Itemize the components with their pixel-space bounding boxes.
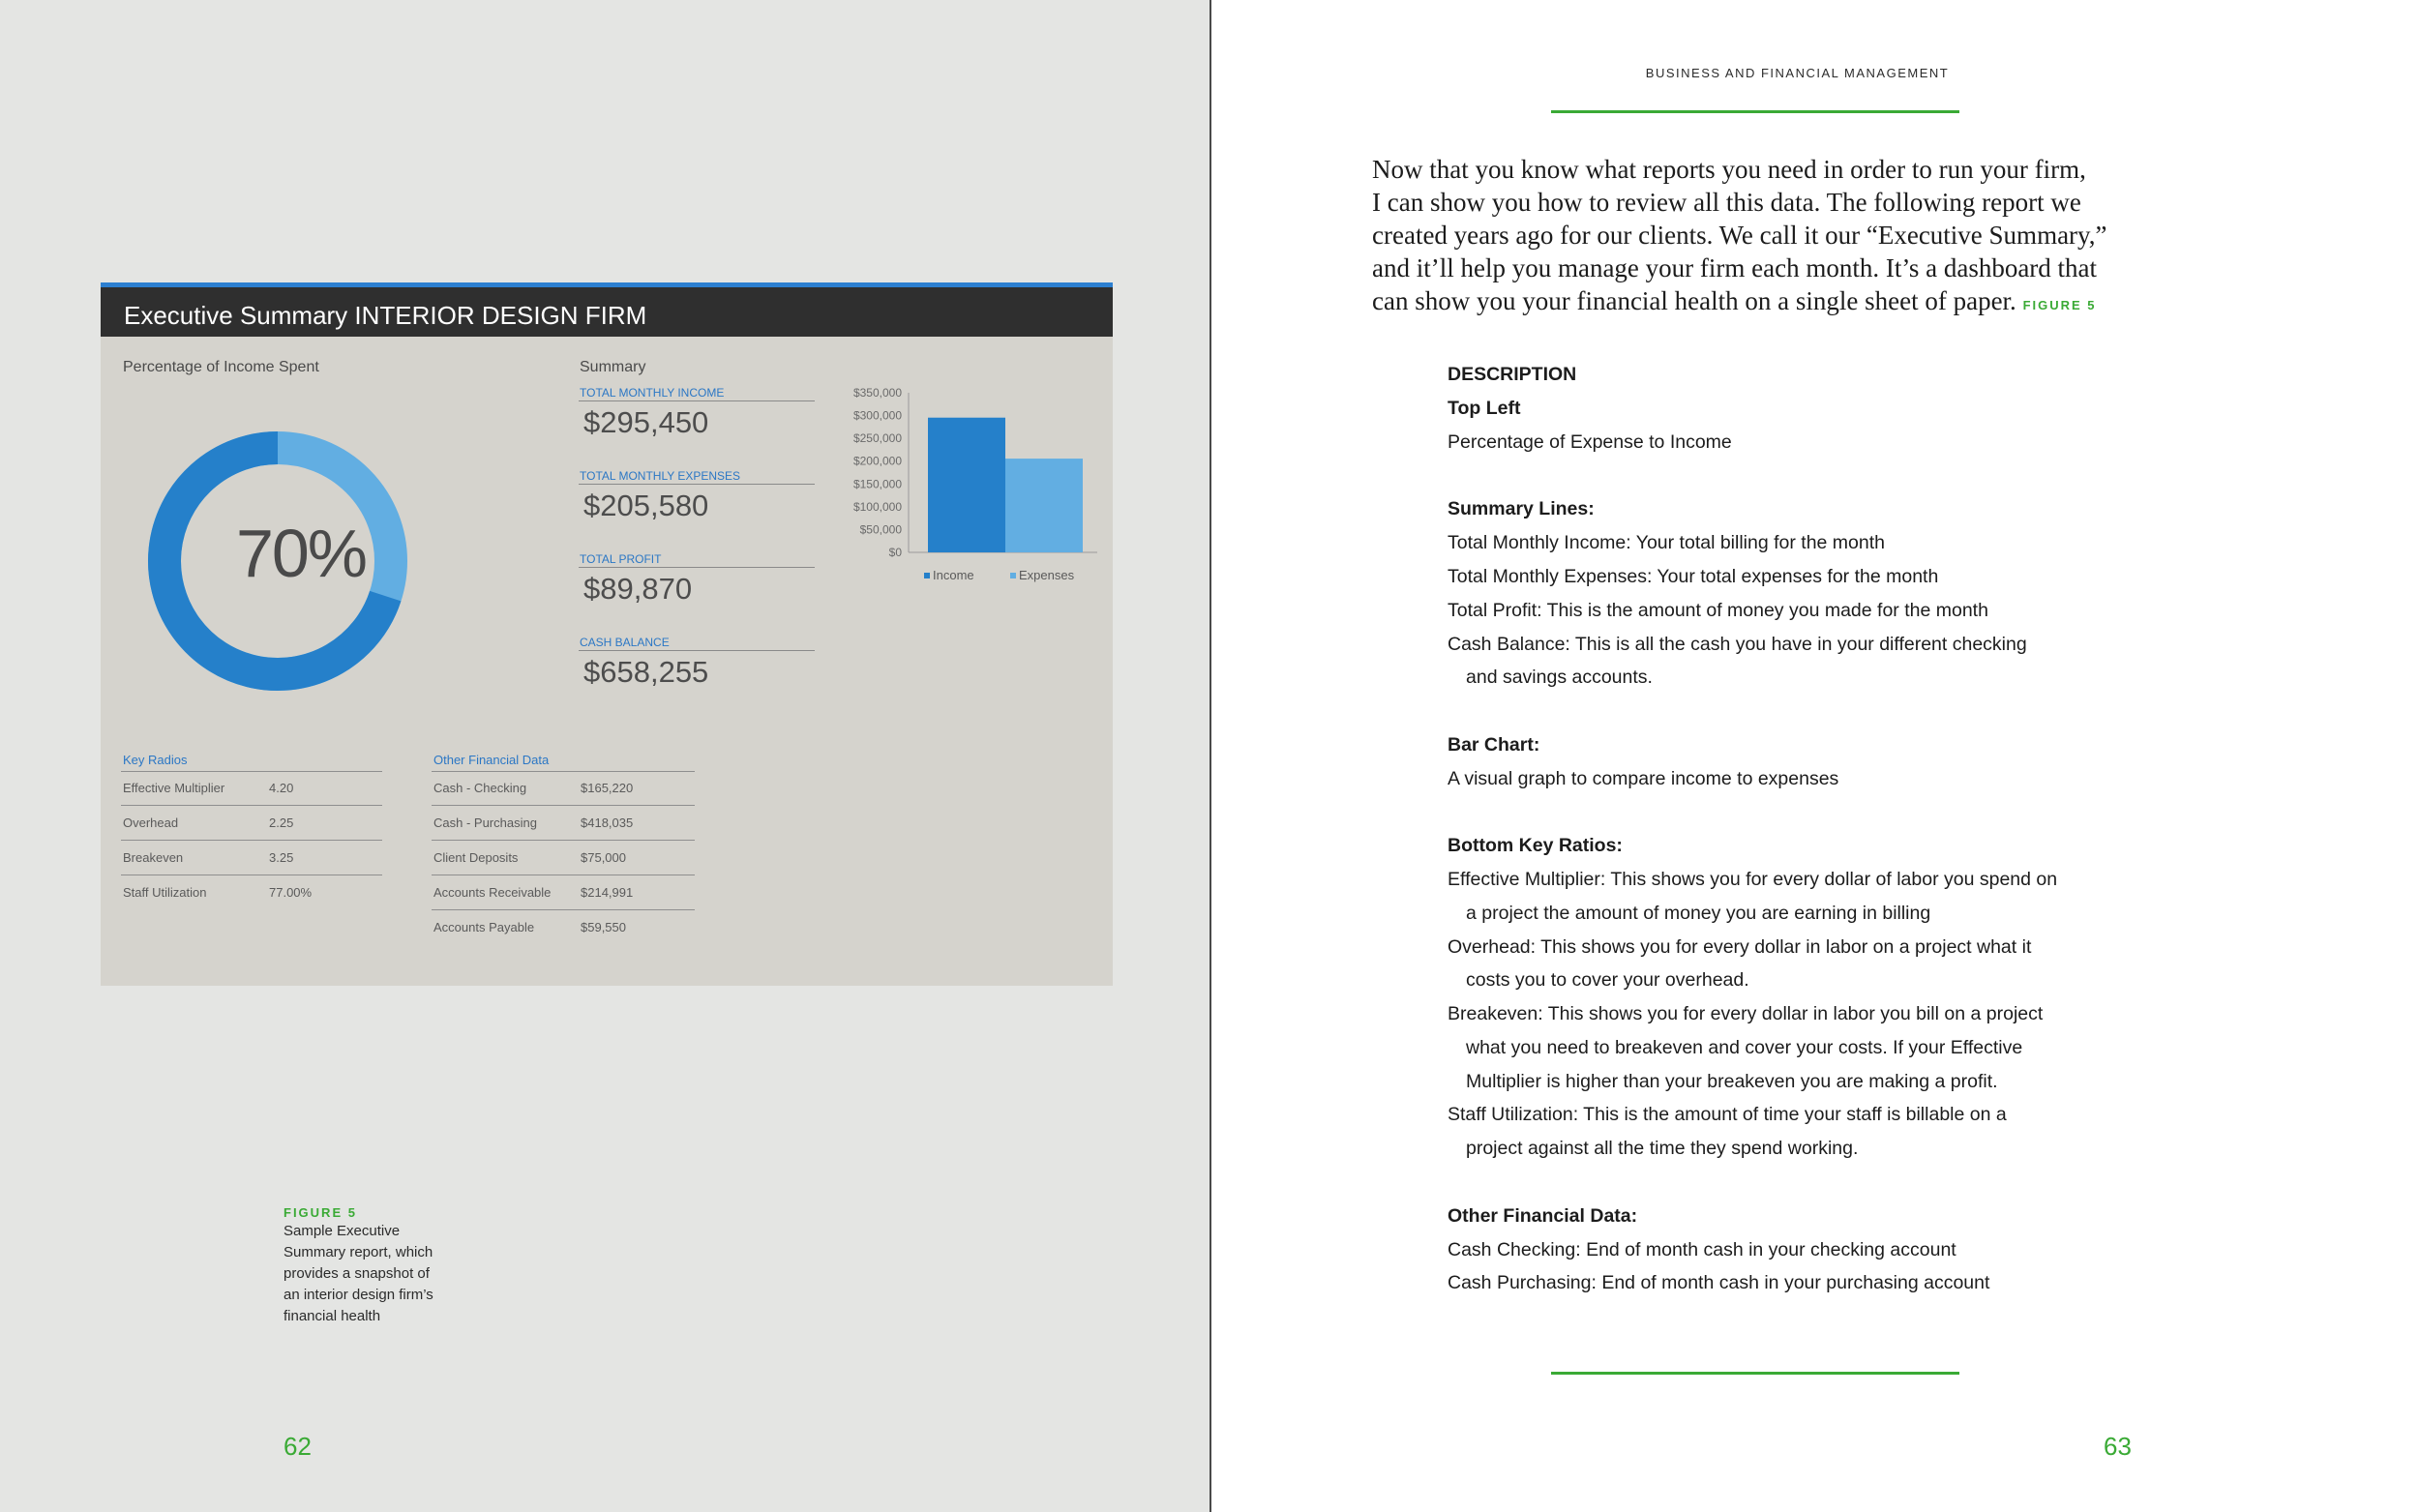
summary-value: $295,450 [583, 405, 709, 439]
legend-label: Expenses [1019, 568, 1075, 582]
table-cell-value: $75,000 [581, 850, 626, 865]
summary-rule [579, 650, 815, 651]
summary-value: $205,580 [583, 489, 709, 522]
page-number: 62 [284, 1432, 312, 1461]
figure-reference: FIGURE 5 [2022, 298, 2097, 312]
legend-label: Income [933, 568, 974, 582]
summary-rule [579, 400, 815, 401]
other-financial-heading: Other Financial Data [433, 753, 550, 767]
summary-line: Cash Balance: This is all the cash you have in your different checking [1448, 634, 2027, 655]
y-tick-label: $0 [888, 546, 902, 559]
table-cell-value: 4.20 [269, 781, 294, 795]
ratio-line: what you need to breakeven and cover your costs. If your Effective [1466, 1037, 2023, 1058]
summary-label: TOTAL MONTHLY INCOME [580, 386, 725, 400]
y-tick-label: $350,000 [852, 386, 902, 400]
table-cell-value: $59,550 [581, 920, 626, 934]
intro-line: and it’ll help you manage your firm each month. It’s a dashboard that [1372, 253, 2098, 282]
figure-caption-line: Sample Executive [284, 1223, 401, 1239]
intro-line: Now that you know what reports you need in order to run your firm, [1372, 155, 2086, 184]
y-tick-label: $150,000 [852, 477, 902, 491]
ratio-line: Overhead: This shows you for every dollar in labor on a project what it [1448, 936, 2032, 958]
dashboard-header [101, 287, 1113, 337]
table-rule [121, 840, 382, 841]
income-expense-bar-chart [817, 379, 1107, 597]
summary-lines-heading: Summary Lines: [1448, 498, 1595, 519]
summary-label: TOTAL MONTHLY EXPENSES [580, 469, 741, 483]
key-ratios-heading: Key Radios [123, 753, 188, 767]
running-head: BUSINESS AND FINANCIAL MANAGEMENT [1645, 66, 1950, 80]
table-cell-value: 77.00% [269, 885, 313, 900]
table-cell-label: Staff Utilization [123, 885, 207, 900]
table-cell-label: Cash - Purchasing [433, 815, 537, 830]
right-page [1210, 0, 2419, 1512]
figure-caption-line: provides a snapshot of [284, 1265, 430, 1282]
top-left-heading: Top Left [1448, 398, 1521, 419]
ratio-line: Multiplier is higher than your breakeven you are making a profit. [1466, 1071, 1998, 1092]
table-cell-label: Accounts Receivable [433, 885, 552, 900]
table-rule [121, 805, 382, 806]
legend-swatch [1010, 573, 1016, 578]
table-cell-value: $418,035 [581, 815, 634, 830]
summary-line: Total Profit: This is the amount of money you made for the month [1448, 600, 1988, 621]
ratio-line: Staff Utilization: This is the amount of time your staff is billable on a [1448, 1104, 2007, 1125]
key-ratios-description-heading: Bottom Key Ratios: [1448, 835, 1623, 856]
ratio-line: project against all the time they spend working. [1466, 1138, 1859, 1159]
summary-line: Total Monthly Income: Your total billing for the month [1448, 532, 1886, 553]
table-cell-value: $214,991 [581, 885, 634, 900]
summary-rule [579, 484, 815, 485]
table-cell-label: Overhead [123, 815, 179, 830]
y-tick-label: $100,000 [852, 499, 902, 514]
ratio-line: Effective Multiplier: This shows you for every dollar of labor you spend on [1448, 869, 2058, 890]
table-rule [121, 771, 382, 772]
description-heading: DESCRIPTION [1448, 364, 1577, 385]
table-cell-label: Breakeven [123, 850, 184, 865]
figure-caption-line: Summary report, which [284, 1244, 433, 1260]
summary-value: $658,255 [583, 655, 709, 689]
executive-summary-dashboard [101, 282, 1113, 986]
table-cell-value: $165,220 [581, 781, 634, 795]
table-cell-label: Accounts Payable [433, 920, 535, 934]
ratio-line: costs you to cover your overhead. [1466, 969, 1749, 991]
table-rule [432, 840, 695, 841]
page-number: 63 [2104, 1432, 2132, 1461]
table-cell-label: Effective Multiplier [123, 781, 225, 795]
intro-line: I can show you how to review all this data. The following report we [1372, 188, 2081, 217]
dashboard-title: Executive Summary INTERIOR DESIGN FIRM [124, 301, 647, 330]
bar-income [928, 418, 1005, 552]
summary-value: $89,870 [583, 572, 693, 606]
summary-heading: Summary [580, 359, 646, 375]
other-financial-line: Cash Checking: End of month cash in your checking account [1448, 1239, 1956, 1260]
figure-caption-label: FIGURE 5 [284, 1205, 357, 1220]
intro-line-last [1372, 286, 2097, 316]
donut-section-label: Percentage of Income Spent [123, 359, 319, 375]
other-financial-description-heading: Other Financial Data: [1448, 1205, 1638, 1227]
y-tick-label: $250,000 [852, 431, 902, 446]
y-tick-label: $200,000 [852, 454, 902, 468]
table-cell-value: 3.25 [269, 850, 294, 865]
donut-percent-label: 70% [235, 516, 367, 591]
bar-chart-heading: Bar Chart: [1448, 734, 1540, 756]
table-rule [432, 771, 695, 772]
ratio-line: Breakeven: This shows you for every dollar in labor you bill on a project [1448, 1003, 2044, 1024]
summary-line: and savings accounts. [1466, 667, 1653, 688]
table-rule [432, 909, 695, 910]
top-left-text: Percentage of Expense to Income [1448, 431, 1732, 453]
summary-label: CASH BALANCE [580, 636, 670, 649]
table-rule [432, 805, 695, 806]
intro-line-text: can show you your financial health on a single sheet of paper. [1372, 286, 2016, 315]
top-green-rule [1551, 110, 1959, 113]
other-financial-line: Cash Purchasing: End of month cash in your purchasing account [1448, 1272, 1990, 1293]
table-cell-label: Cash - Checking [433, 781, 527, 795]
intro-line: created years ago for our clients. We call it our “Executive Summary,” [1372, 221, 2107, 250]
legend-swatch [924, 573, 930, 578]
y-tick-label: $300,000 [852, 408, 902, 423]
bar-chart-text: A visual graph to compare income to expenses [1448, 768, 1839, 789]
table-cell-value: 2.25 [269, 815, 294, 830]
summary-line: Total Monthly Expenses: Your total expenses for the month [1448, 566, 1939, 587]
figure-caption-line: an interior design firm’s [284, 1287, 433, 1303]
summary-label: TOTAL PROFIT [580, 552, 662, 566]
ratio-line: a project the amount of money you are earning in billing [1466, 903, 1931, 924]
bottom-green-rule [1551, 1372, 1959, 1375]
bar-expenses [1005, 459, 1083, 552]
y-tick-label: $50,000 [859, 522, 902, 537]
table-cell-label: Client Deposits [433, 850, 519, 865]
summary-rule [579, 567, 815, 568]
figure-caption-line: financial health [284, 1308, 381, 1324]
